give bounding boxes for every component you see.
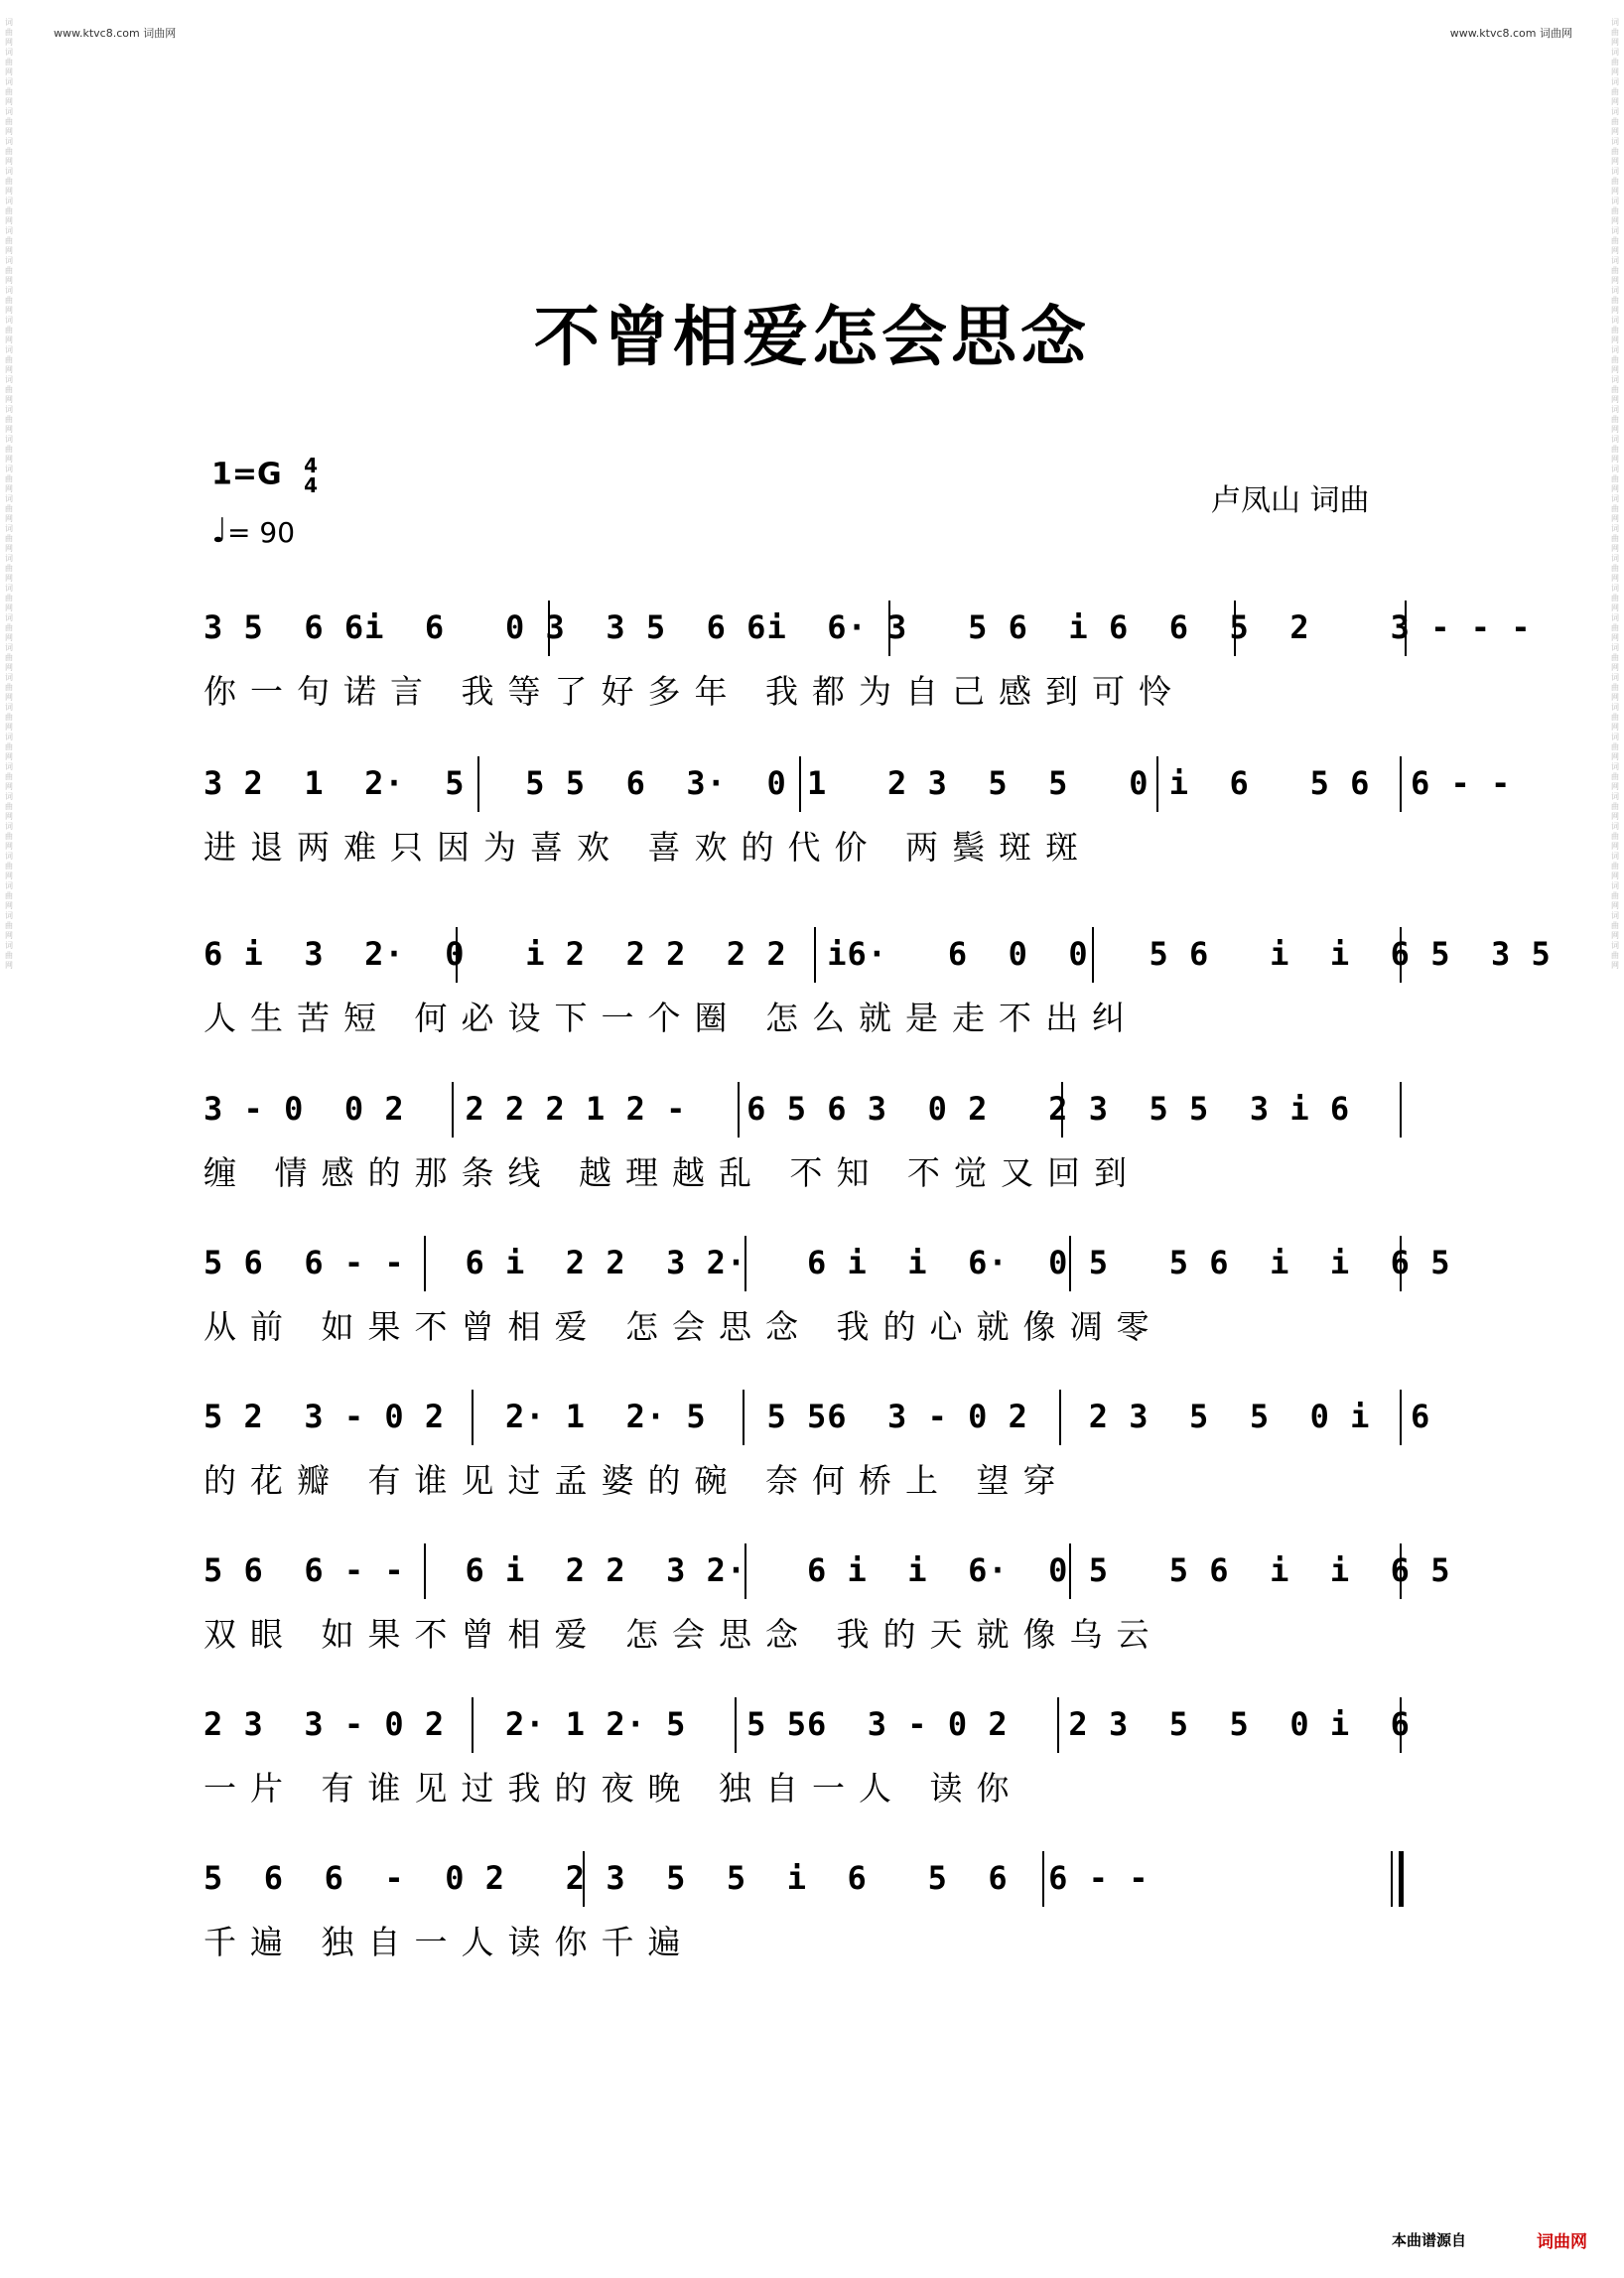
barline	[583, 1851, 585, 1907]
lyrics-row: 缠 情感的那条线 越理越乱 不知 不觉又回到	[203, 1153, 1141, 1192]
notation-row	[203, 1543, 1451, 1603]
tempo-marking	[211, 511, 295, 551]
barline	[1061, 1082, 1063, 1138]
time-signature	[304, 456, 318, 495]
notation-row	[203, 1851, 1415, 1911]
barline	[1156, 756, 1158, 812]
barline	[1057, 1697, 1059, 1753]
barline	[1400, 1390, 1402, 1445]
notes: 2 3 3 - 0 2 2· 1 2· 5 5 56 3 - 0 2 2 3 5 5 0 i 6	[203, 1705, 1411, 1743]
notation-row	[203, 756, 1512, 816]
barline	[738, 1082, 740, 1138]
music-system	[203, 1082, 1415, 1194]
notes: 3 - 0 0 2 2 2 2 1 2 - 6 5 6 3 0 2 2 3 5 5 3 i 6	[203, 1090, 1351, 1128]
song-title: 不曾相爱怎会思念	[534, 298, 1090, 375]
header-site-left[interactable]: www.ktvc8.com 词曲网	[54, 27, 177, 40]
notes: 3 2 1 2· 5 5 5 6 3· 0 1 2 3 5 5 0 i 6 5 6 6 - -	[203, 764, 1512, 802]
barline	[424, 1236, 426, 1291]
barline	[1400, 756, 1402, 812]
header-site-right[interactable]: www.ktvc8.com 词曲网	[1449, 27, 1572, 40]
notation-row	[203, 927, 1552, 987]
music-system	[203, 601, 1532, 713]
notation-row	[203, 1082, 1415, 1141]
barline	[743, 1390, 744, 1445]
notes: 5 6 6 - - 6 i 2 2 3 2· 6 i i 6· 0 5 5 6 i i 6 5	[203, 1244, 1451, 1281]
final-barline-thick	[1399, 1851, 1404, 1907]
lyrics-row: 你一句诺言 我等了好多年 我都为自己感到可怜	[203, 672, 1185, 711]
barline	[477, 756, 479, 812]
lyrics-row: 进退两难只因为喜欢 喜欢的代价 两鬓斑斑	[203, 828, 1092, 867]
notes: 6 i 3 2· 0 i 2 2 2 2 2 i6· 6 0 0 5 6 i i 6 5 3 5	[203, 935, 1552, 973]
notation-row	[203, 601, 1532, 660]
time-bottom: 4	[304, 473, 319, 497]
barline	[1069, 1543, 1071, 1599]
notation-row	[203, 1236, 1451, 1295]
barline	[1042, 1851, 1044, 1907]
key-label: 1=G	[211, 457, 282, 492]
notes: 3 5 6 6i 6 0 3 3 5 6 6i 6· 3 5 6 i 6 6 5 2 3 - - -	[203, 608, 1532, 646]
notes: 5 2 3 - 0 2 2· 1 2· 5 5 56 3 - 0 2 2 3 5 5 0 i 6	[203, 1398, 1431, 1435]
notes: 5 6 6 - 0 2 2 3 5 5 i 6 5 6 6 - -	[203, 1859, 1150, 1897]
barline	[1400, 1236, 1402, 1291]
barline	[1400, 927, 1402, 983]
music-system	[203, 1697, 1415, 1809]
barline	[744, 1236, 746, 1291]
barline	[1400, 1082, 1402, 1138]
barline	[814, 927, 816, 983]
lyrics-row: 的花瓣 有谁见过孟婆的碗 奈何桥上 望穿	[203, 1461, 1070, 1500]
lyrics-row: 一片 有谁见过我的夜晚 独自一人 读你	[203, 1769, 1023, 1808]
music-system	[203, 1543, 1451, 1656]
footer-logo[interactable]: 词曲网	[1537, 2232, 1587, 2252]
barline	[1400, 1543, 1402, 1599]
quarter-note-icon: ♩	[211, 511, 228, 551]
barline	[456, 927, 458, 983]
key-signature	[211, 456, 318, 495]
barline	[1400, 1697, 1402, 1753]
barline	[548, 601, 550, 656]
barline	[472, 1697, 474, 1753]
barline	[1092, 927, 1094, 983]
tempo-value: = 90	[227, 516, 296, 549]
barline	[799, 756, 801, 812]
barline	[1069, 1236, 1071, 1291]
music-system	[203, 756, 1512, 869]
barline	[1059, 1390, 1061, 1445]
notation-row	[203, 1390, 1431, 1449]
final-barline-thin	[1391, 1851, 1393, 1907]
barline	[472, 1390, 474, 1445]
lyrics-row: 双眼 如果不曾相爱 怎会思念 我的天就像乌云	[203, 1615, 1163, 1654]
footer-source-text: 本曲谱源自	[1392, 2231, 1467, 2249]
watermark-text: 词曲网词曲网词曲网词曲网词曲网词曲网词曲网词曲网词曲网词曲网词曲网词曲网词曲网词曲网词曲网词曲网词曲网词曲网词曲网词曲网词曲网词曲网词曲网词曲网词曲网词曲网词曲网词曲网词曲网词曲网词曲网词曲网	[1611, 18, 1619, 970]
watermark-text: 词曲网词曲网词曲网词曲网词曲网词曲网词曲网词曲网词曲网词曲网词曲网词曲网词曲网词曲网词曲网词曲网词曲网词曲网词曲网词曲网词曲网词曲网词曲网词曲网词曲网词曲网词曲网词曲网词曲网词曲网词曲网词曲网	[5, 18, 13, 970]
barline	[452, 1082, 454, 1138]
notation-row	[203, 1697, 1415, 1757]
lyrics-row: 人生苦短 何必设下一个圈 怎么就是走不出纠	[203, 999, 1139, 1037]
barline	[744, 1543, 746, 1599]
author: 卢凤山 词曲	[1211, 483, 1370, 518]
music-system	[203, 1851, 1415, 1963]
music-system	[203, 1236, 1451, 1348]
lyrics-row: 从前 如果不曾相爱 怎会思念 我的心就像凋零	[203, 1307, 1163, 1346]
barline	[424, 1543, 426, 1599]
music-system	[203, 927, 1552, 1039]
music-system	[203, 1390, 1431, 1502]
barline	[1405, 601, 1407, 656]
barline	[888, 601, 890, 656]
time-top: 4	[304, 454, 319, 477]
barline	[1234, 601, 1236, 656]
notes: 5 6 6 - - 6 i 2 2 3 2· 6 i i 6· 0 5 5 6 i i 6 5	[203, 1551, 1451, 1589]
lyrics-row: 千遍 独自一人读你千遍	[203, 1923, 695, 1961]
barline	[735, 1697, 737, 1753]
